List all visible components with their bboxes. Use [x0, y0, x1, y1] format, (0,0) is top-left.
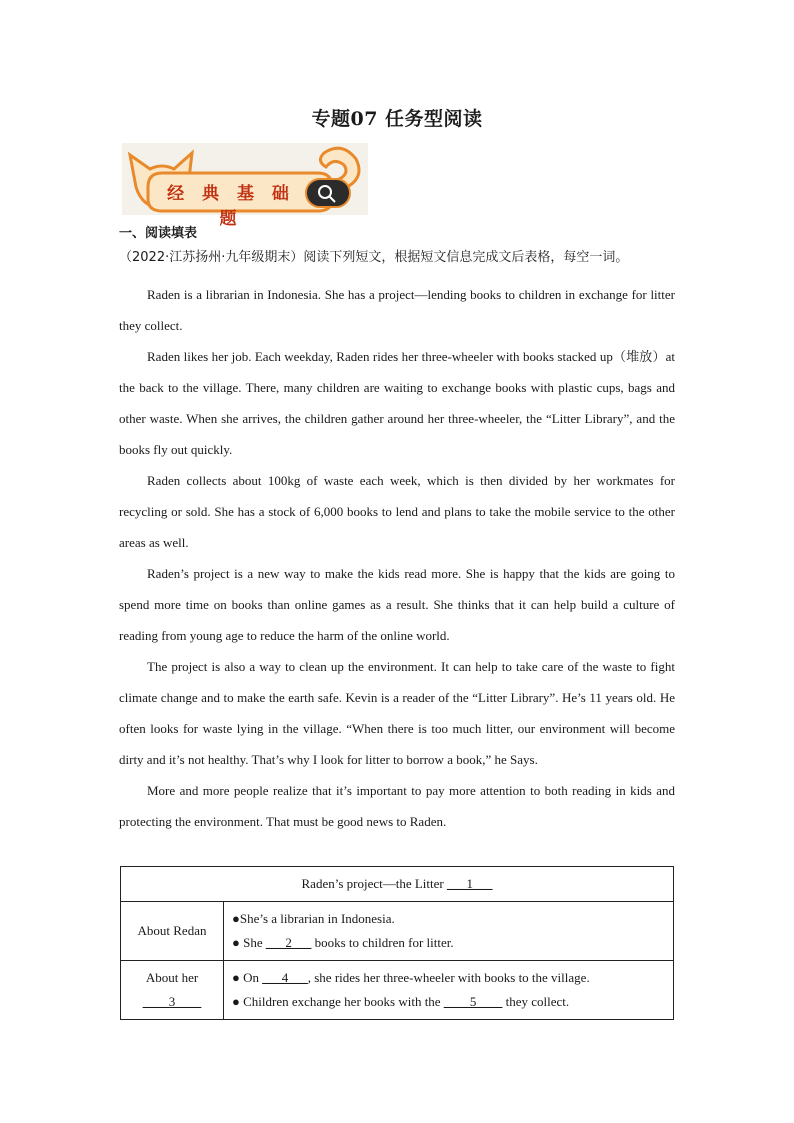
row-line	[232, 990, 665, 1014]
blank-1: ___1___	[446, 876, 493, 891]
blank-5: ____5____	[443, 994, 503, 1009]
row-content	[224, 961, 674, 1020]
blank-3: ____3____	[142, 994, 202, 1009]
row-content	[224, 902, 674, 961]
row-label-text: About her	[145, 970, 199, 985]
line-text: , she rides her three-wheeler with books to the village.	[307, 970, 590, 985]
section-banner	[122, 143, 368, 229]
page-title: 专题07 任务型阅读	[311, 108, 483, 130]
blank-2: ___2___	[265, 935, 312, 950]
blank-4: ___4___	[262, 970, 308, 985]
section-heading: 一、阅读填表	[119, 226, 198, 241]
paragraph: The project is also a way to clean up the environment. It can help to take care of the waste to fight climate change and to make the earth safe. Kevin is a reader of the “Litter Library”. He’s 11 years old. He often looks for waste lying in the village. “When there is too much litter, our environment will become dirty and it’s not healthy. That’s why I look for litter to borrow a book,” he Says.	[119, 659, 675, 767]
reading-passage	[119, 279, 675, 837]
table-row	[121, 902, 674, 961]
row-line	[232, 966, 665, 990]
question-intro: （2022·江苏扬州·九年级期末）阅读下列短文，根据短文信息完成文后表格，每空一词。	[119, 250, 629, 265]
row-line	[232, 931, 665, 955]
paragraph: Raden is a librarian in Indonesia. She has a project—lending books to children in exchange for litter they collect.	[119, 287, 675, 333]
row-label: About Redan	[121, 902, 224, 961]
table-header-row	[121, 867, 674, 902]
row-label	[121, 961, 224, 1020]
banner-label: 经 典 基 础 题	[167, 184, 295, 229]
row-line: ●She’s a librarian in Indonesia.	[232, 911, 395, 926]
paragraph: Raden’s project is a new way to make the kids read more. She is happy that the kids are going to spend more time on books than online games as a result. She thinks that it can help build a culture of reading from young age to reduce the harm of the online world.	[119, 566, 675, 643]
table-header-text: Raden’s project—the Litter	[301, 876, 447, 891]
table-row	[121, 961, 674, 1020]
paragraph: Raden likes her job. Each weekday, Raden rides her three-wheeler with books stacked up（堆放）at the back to the village. There, many children are waiting to exchange books with plastic cups, bags and other waste. When she arrives, the children gather around her three-wheeler, the “Litter Library”, and the books fly out quickly.	[119, 349, 675, 457]
line-text: they collect.	[502, 994, 570, 1009]
line-text: ● She	[232, 935, 266, 950]
line-text: books to children for litter.	[311, 935, 454, 950]
table-header-cell	[121, 867, 674, 902]
paragraph: More and more people realize that it’s important to pay more attention to both reading in kids and protecting the environment. That must be good news to Raden.	[119, 783, 675, 829]
paragraph: Raden collects about 100kg of waste each week, which is then divided by her workmates for recycling or sold. She has a stock of 6,000 books to lend and plans to take the mobile service to the other areas as well.	[119, 473, 675, 550]
fill-in-table	[120, 866, 674, 1020]
line-text: ● Children exchange her books with the	[232, 994, 444, 1009]
line-text: ● On	[232, 970, 263, 985]
